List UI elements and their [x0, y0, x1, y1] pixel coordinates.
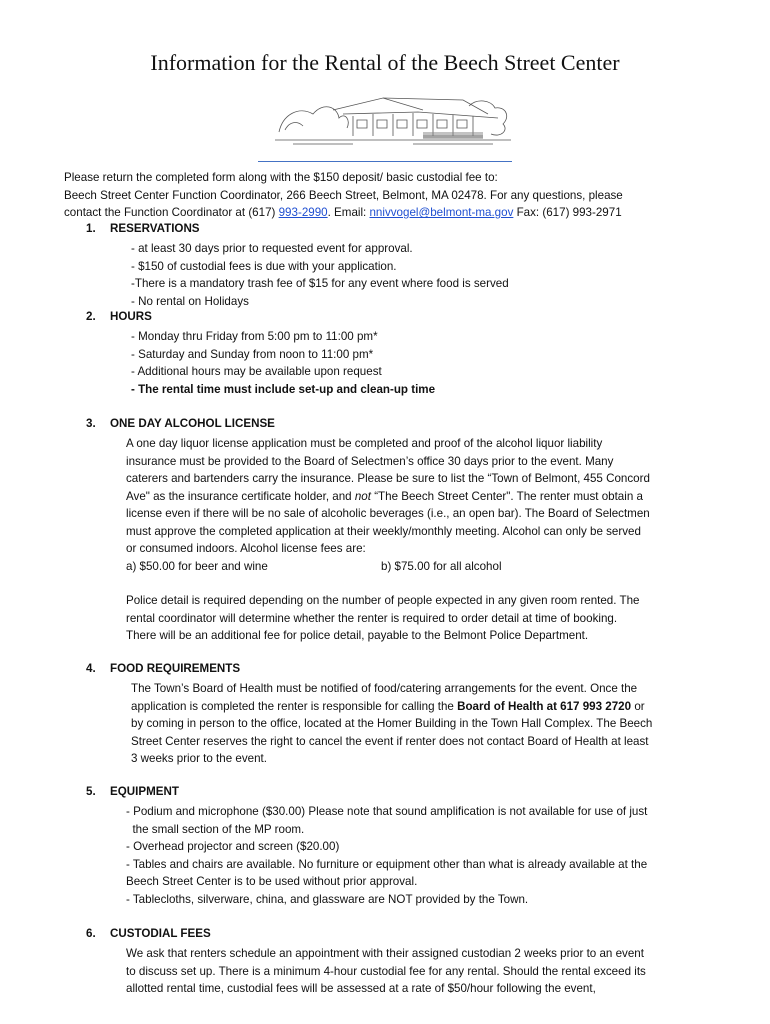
paragraph-line: A one day liquor license application must be completed and proof of the alcohol liquor liability	[126, 437, 603, 450]
list-item-emphasis: - The rental time must include set-up and clean-up time	[131, 382, 436, 396]
section-heading-equipment	[86, 785, 179, 798]
paragraph-text: Ave" as the insurance certificate holder, and	[126, 489, 355, 503]
section-number: 2.	[86, 310, 96, 323]
beech-street-center-sketch-logo	[273, 92, 513, 150]
section-number: 1.	[86, 222, 96, 235]
section-title: CUSTODIAL FEES	[110, 927, 211, 940]
paragraph-line: allotted rental time, custodial fees will be assessed at a rate of $50/hour following the event,	[126, 982, 596, 995]
fee-beer-wine: a) $50.00 for beer and wine	[126, 559, 268, 573]
custodial-fees-paragraph	[126, 945, 746, 998]
section-title: HOURS	[110, 310, 152, 323]
reservations-list	[131, 240, 751, 310]
coordinator-email-link[interactable]: nnivvogel@belmont-ma.gov	[369, 206, 514, 220]
fee-all-alcohol: b) $75.00 for all alcohol	[381, 559, 502, 573]
paragraph-text: application is completed the renter is responsible for calling the	[131, 699, 458, 713]
paragraph-line: insurance must be provided to the Board of Selectmen’s office 30 days prior to the event. Many	[126, 454, 614, 468]
paragraph-text: or	[631, 699, 645, 713]
fee-row	[126, 558, 746, 576]
food-requirements-paragraph	[131, 680, 751, 768]
intro-paragraph	[64, 169, 754, 222]
list-item: - at least 30 days prior to requested event for approval.	[131, 242, 413, 255]
paragraph-text: “The Beech Street Center". The renter must obtain a	[370, 489, 643, 503]
paragraph-line: license even if there will be no sale of alcoholic beverages (i.e., an open bar). The Board of Selectmen	[126, 507, 650, 520]
section-title: EQUIPMENT	[110, 785, 179, 798]
section-heading-reservations	[86, 222, 200, 235]
section-number: 5.	[86, 785, 96, 798]
paragraph-line: to discuss set up. There is a minimum 4-hour custodial fee for any rental. Should the rental exceed its	[126, 964, 646, 978]
list-item: - Overhead projector and screen ($20.00)	[126, 840, 340, 853]
paragraph-line	[126, 488, 746, 506]
paragraph-line: or consumed indoors. Alcohol license fees are:	[126, 542, 366, 555]
intro-text: contact the Function Coordinator at (617)	[64, 206, 279, 220]
intro-line: Beech Street Center Function Coordinator, 266 Beech Street, Belmont, MA 02478. For any questions, please	[64, 188, 623, 202]
paragraph-line: We ask that renters schedule an appointment with their assigned custodian 2 weeks prior to an event	[126, 947, 644, 960]
equipment-list	[126, 803, 746, 908]
board-of-health-phone: Board of Health at 617 993 2720	[457, 699, 632, 713]
coordinator-phone-link[interactable]: 993-2990	[278, 206, 328, 220]
list-item: the small section of the MP room.	[126, 822, 305, 836]
paragraph-line: Street Center reserves the right to cancel the event if renter does not contact Board of Health at least	[131, 734, 649, 748]
paragraph-line: Police detail is required depending on the number of people expected in any given room rented. The	[126, 594, 640, 607]
list-item: -There is a mandatory trash fee of $15 for any event where food is served	[131, 277, 509, 290]
hours-list	[131, 328, 751, 398]
list-item: - Monday thru Friday from 5:00 pm to 11:00 pm*	[131, 330, 378, 343]
title-divider	[258, 161, 512, 162]
paragraph-emphasis: not	[354, 489, 371, 503]
section-title: ONE DAY ALCOHOL LICENSE	[110, 417, 275, 430]
intro-text: Fax: (617) 993-2971	[513, 206, 622, 220]
list-item: - Saturday and Sunday from noon to 11:00 pm*	[131, 347, 374, 361]
section-number: 4.	[86, 662, 96, 675]
paragraph-line: The Town’s Board of Health must be notified of food/catering arrangements for the event. Once the	[131, 682, 638, 695]
paragraph-line: must approve the completed application at their weekly/monthly meeting. Alcohol can only be served	[126, 524, 641, 538]
paragraph-line	[131, 698, 751, 716]
list-item: - Tables and chairs are available. No furniture or equipment other than what is already available at the	[126, 857, 648, 871]
section-title: FOOD REQUIREMENTS	[110, 662, 241, 675]
paragraph-line: There will be an additional fee for police detail, payable to the Belmont Police Department.	[126, 629, 589, 642]
paragraph-line: rental coordinator will determine whether the renter is required to order detail at time of booking.	[126, 611, 618, 625]
intro-line: Please return the completed form along with the $150 deposit/ basic custodial fee to:	[64, 171, 498, 184]
paragraph-line: 3 weeks prior to the event.	[131, 752, 267, 765]
document-title: Information for the Rental of the Beech Street Center	[150, 50, 620, 75]
list-item: - Additional hours may be available upon request	[131, 365, 382, 378]
section-number: 6.	[86, 927, 96, 940]
police-detail-paragraph	[126, 592, 746, 645]
list-item: Beech Street Center is to be used without prior approval.	[126, 875, 418, 888]
intro-text: . Email:	[327, 206, 370, 220]
section-heading-custodial-fees	[86, 927, 211, 940]
section-heading-alcohol-license	[86, 417, 275, 430]
list-item: - Podium and microphone ($30.00) Please note that sound amplification is not available for use of just	[126, 805, 648, 818]
paragraph-line: by coming in person to the office, located at the Homer Building in the Town Hall Complex. The Beech	[131, 717, 653, 730]
section-heading-hours	[86, 310, 152, 323]
section-title: RESERVATIONS	[110, 222, 200, 235]
list-item: - $150 of custodial fees is due with your application.	[131, 259, 397, 273]
paragraph-line: caterers and bartenders carry the insurance. Please be sure to list the “Town of Belmont, 455 Concord	[126, 472, 650, 485]
intro-line	[64, 204, 754, 222]
alcohol-license-paragraph	[126, 435, 746, 575]
list-item: - Tablecloths, silverware, china, and glassware are NOT provided by the Town.	[126, 892, 529, 906]
section-number: 3.	[86, 417, 96, 430]
list-item: - No rental on Holidays	[131, 294, 249, 308]
section-heading-food-requirements	[86, 662, 240, 675]
